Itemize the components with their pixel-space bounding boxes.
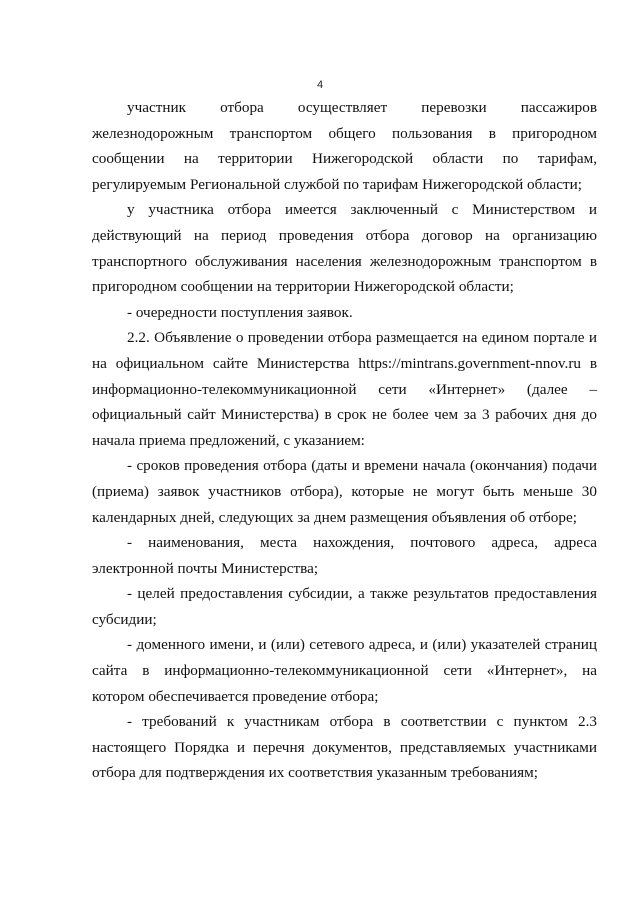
document-body xyxy=(92,95,597,786)
paragraph-ministry-contacts: - наименования, места нахождения, почтового адреса, адреса электронной почты Министерства; xyxy=(92,534,597,577)
page-number: 4 xyxy=(316,79,324,91)
paragraph-subsidy-goals: - целей предоставления субсидии, а также результатов предоставления субсидии; xyxy=(92,585,597,628)
paragraph-participant-requirements: - требований к участникам отбора в соответствии с пунктом 2.3 настоящего Порядка и перечня документов, представляемых участниками отбора для подтверждения их соответствия указанным требованиям; xyxy=(92,713,597,782)
paragraph-domain-name: - доменного имени, и (или) сетевого адреса, и (или) указателей страниц сайта в информационно-телекоммуникационной сети «Интернет», на котором обеспечивается проведение отбора; xyxy=(92,636,597,705)
paragraph-selection-terms: - сроков проведения отбора (даты и времени начала (окончания) подачи (приема) заявок участников отбора), которые не могут быть меньше 30 календарных дней, следующих за днем размещения объявления об отборе; xyxy=(92,457,597,526)
paragraph-application-order: - очередности поступления заявок. xyxy=(127,303,353,321)
paragraph-participant-contract: у участника отбора имеется заключенный с Министерством и действующий на период проведения отбора договор на организацию транспортного обслуживания населения железнодорожным транспортом в пригородном сообщении на территории Нижегородской области; xyxy=(92,201,597,296)
paragraph-section-2-2: 2.2. Объявление о проведении отбора размещается на едином портале и на официальном сайте Министерства https://mintrans.government-nnov.ru в информационно-телекоммуникационной сети «Интернет» (далее – официальный сайт Министерства) в срок не более чем за 3 рабочих дня до начала приема предложений, с указанием: xyxy=(92,329,597,449)
paragraph-participant-transport: участник отбора осуществляет перевозки пассажиров железнодорожным транспортом общего пользования в пригородном сообщении на территории Нижегородской области по тарифам, регулируемым Региональной службой по тарифам Нижегородской области; xyxy=(92,99,597,193)
